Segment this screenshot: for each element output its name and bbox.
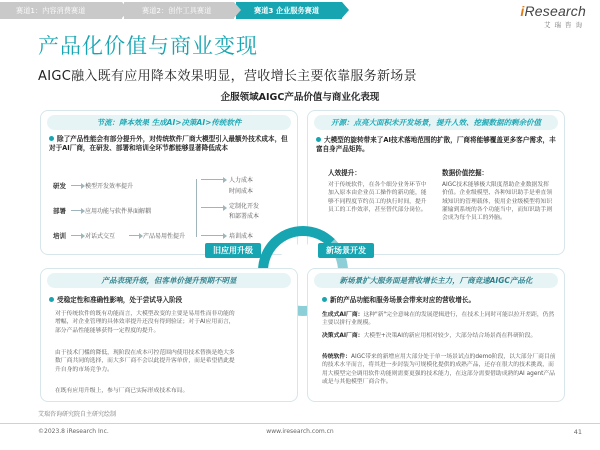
page-subtitle: AIGC融入既有应用降本效果明显，营收增长主要依靠服务新场景 (38, 69, 417, 84)
decision-ai-vendors: 决策式AI厂商：大模型+决策AI的新应用相对较少，大部分结合场景尚在科研阶段。 (322, 333, 537, 339)
flow-item-deploy: 应用功能与软件界面解耦 (85, 208, 152, 215)
data-value-title: 数据价值挖掘： (442, 169, 489, 177)
new-scenario-tag: 新场景开发 (318, 243, 374, 258)
arrow-icon (201, 235, 223, 236)
arrow-icon (71, 235, 81, 236)
logo-i: i (520, 3, 525, 19)
outcome-custom-dev: 定制化开发 (229, 203, 260, 210)
track-tabs (0, 2, 342, 19)
tab-creation-tools[interactable]: 赛道2：创作工具赛道 (124, 2, 234, 19)
flow-item-train-a: 对话式交互 (85, 233, 116, 240)
outcome-labor-cost: 人力成本 (229, 177, 254, 184)
new-scenario-band: 新场景扩大服务面是营收增长主力，厂商竞速AIGC产品化 (314, 273, 558, 288)
page-title: 产品化价值与商业变现 (38, 34, 258, 58)
revenue-opening-band: 开源：点亮大面积未开发场景，提升人效、挖掘数据的剩余价值 (314, 115, 558, 130)
bullet-dot-icon (49, 297, 54, 302)
arrow-icon (71, 185, 81, 186)
new-scenario-bullet: 新的产品功能和服务场景会带来对应的营收增长。 (322, 296, 558, 305)
new-scenario-panel (307, 268, 565, 402)
outcome-deploy-cost: 和部署成本 (229, 213, 260, 220)
arrow-icon (201, 207, 223, 208)
bullet-dot-icon (316, 137, 321, 142)
data-value-text: AIGC技术能够极大限度帮助企业数据发挥价值。企业级模型、各种知识助手是垂直领域知识的管理载体，使用企业级模型将知识灌输到系统的各个功能当中，而知识助手则会成为每个员工的外脑。 (442, 182, 553, 222)
product-upgrade-bullet: 受稳定性和准确性影响，处于尝试导入阶段 (49, 296, 291, 305)
website-link[interactable]: www.iresearch.com.cn (266, 428, 334, 435)
page-number: 41 (573, 428, 582, 436)
product-upgrade-band: 产品表现升级，但客单价提升预期不明显 (47, 273, 291, 288)
traditional-software: 传统软件：AIGC带来的新增应用大部分处于单一场景试点的demo阶段，以大部分厂商目前的技术水平而言，将其进一步封装为可规模化提供的成熟产品，还存在很大的技术挑战，而用大模型完全调用软件功能则需要更强的技术能力，在这部分需要借助成熟的AI agent产品或是与其他模型厂商合作。 (322, 354, 556, 385)
arrow-icon (201, 179, 223, 180)
efficiency-text: 对于传统软件，在各个细分业务环节中加入原本由企业员工操作的新功能，能够不同程度节约员工的执行时间，提升员工的工作效率，甚至替代部分岗位。 (328, 182, 427, 213)
outcome-training-cost: 培训成本 (229, 233, 254, 240)
flow-bracket (196, 179, 197, 237)
arrow-icon (71, 210, 81, 211)
cost-saving-band: 节流：降本效果 生成AI>决策AI>传统软件 (47, 115, 291, 130)
bullet-dot-icon (322, 297, 327, 302)
iresearch-logo (520, 3, 586, 29)
tab-enterprise-services[interactable]: 赛道3 企业服务赛道 (236, 2, 342, 19)
tab-content-consumption[interactable]: 赛道1：内容消费赛道 (0, 2, 122, 19)
product-upgrade-para1: 对于传统软件的既有功能而言，大模型改变的主要是易用性而非功能的增幅，对企业管理的具体效率提升还没有得到验证；对于AI应用而言，部分产品性能能够获得一定程度的提升。 (55, 311, 235, 334)
generative-ai-vendors: 生成式AI厂商：这种"新"完全意味在的发展逻辑进行，在技术上同时可能以拉开差距，仍然主要以拼行业规模。 (322, 312, 555, 327)
cost-saving-panel (40, 110, 298, 255)
footer-divider (0, 423, 600, 424)
flow-item-rd: 模型开发效率提升 (85, 183, 134, 190)
old-app-upgrade-tag: 旧应用升级 (205, 243, 261, 258)
flow-label-train: 培训 (53, 232, 66, 240)
source-note: 艾瑞咨询研究院自主研究绘制 (38, 411, 117, 418)
product-upgrade-para2: 由于技术门槛的降低，现阶段在成本可控范围内使用技术替换是绝大多数厂商共同的选择，而大多厂商不会以此提升客单价，而是希望借此提升自身的市场竞争力。 (55, 350, 235, 373)
flow-label-deploy: 部署 (53, 207, 66, 215)
copyright: ©2023.8 iResearch Inc. (38, 428, 109, 435)
bullet-dot-icon (49, 136, 54, 141)
arrow-icon (129, 235, 139, 236)
product-upgrade-para3: 在既有应用升级上，参与厂商已实际形成技术布局。 (55, 388, 189, 394)
logo-subtitle: 艾瑞咨询 (544, 21, 586, 29)
efficiency-title: 人效提升： (328, 169, 361, 177)
chart-title: 企服领域AIGC产品价值与商业化表现 (220, 92, 380, 103)
flow-label-rd: 研发 (53, 182, 66, 190)
outcome-time-cost: 时间成本 (229, 188, 254, 195)
revenue-opening-panel (307, 110, 565, 255)
logo-text: Research (524, 3, 586, 19)
product-upgrade-panel (40, 268, 298, 402)
cost-saving-bullet: 除了产品性能会有部分提升外，对传统软件厂商大模型引入最额外技术成本，但对于AI厂商，在研发、部署和培训全环节都能够显著降低成本 (49, 135, 288, 152)
revenue-opening-bullet: 大模型的旋转带来了AI技术落地范围的扩散，厂商将能够覆盖更多客户需求，丰富自身产品矩阵。 (316, 136, 556, 153)
flow-item-train-b: 产品易用性提升 (143, 233, 186, 240)
